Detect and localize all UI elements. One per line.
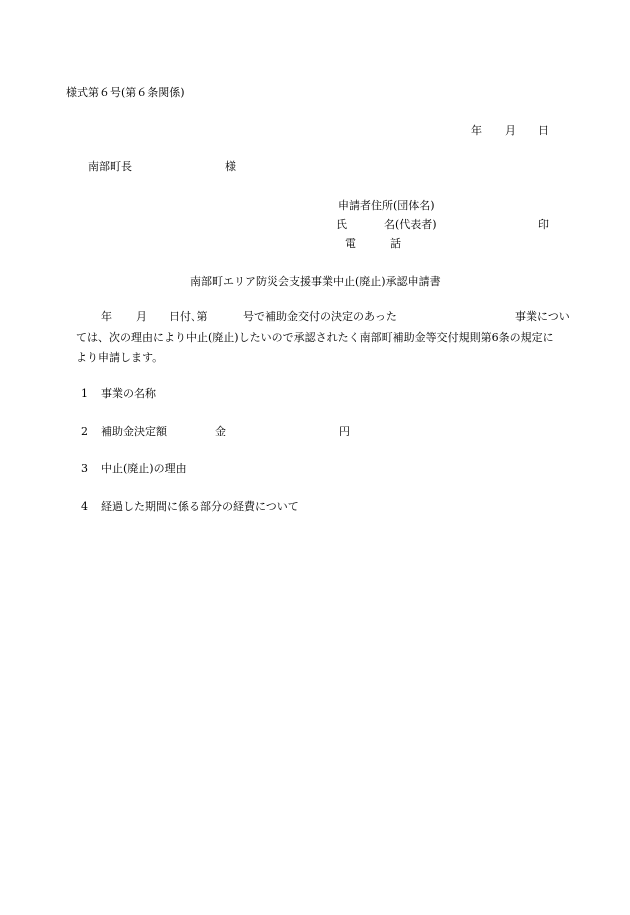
item-2-money-unit: 円	[339, 425, 350, 438]
item-4-number: 4	[81, 500, 88, 513]
body-line-2: ては、次の理由により中止(廃止)したいので承認されたく南部町補助金等交付規則第6条の規定に	[76, 331, 554, 344]
applicant-phone-label-b: 話	[390, 237, 401, 250]
body-date-suffix: 日付､第	[169, 310, 208, 323]
item-2-number: 2	[81, 425, 88, 438]
applicant-phone-label-a: 電	[345, 237, 356, 250]
date-day-label: 日	[538, 124, 549, 137]
seal-mark: 印	[538, 218, 549, 231]
item-1-label: 事業の名称	[101, 387, 156, 400]
item-4-label: 経過した期間に係る部分の経費について	[101, 500, 299, 513]
body-project-text: 事業につい	[515, 310, 570, 323]
item-3-label: 中止(廃止)の理由	[101, 462, 187, 475]
form-number: 様式第６号(第６条関係)	[66, 86, 185, 99]
applicant-name-label-b: 名(代表者)	[384, 218, 437, 231]
addressee-honorific: 様	[225, 160, 236, 173]
addressee-name: 南部町長	[88, 160, 132, 173]
applicant-address-label: 申請者住所(団体名)	[338, 199, 435, 212]
body-issue-text: 号で補助金交付の決定のあった	[243, 310, 397, 323]
item-3-number: 3	[81, 462, 88, 475]
item-2-label: 補助金決定額	[101, 425, 167, 438]
document-title: 南部町エリア防災会支援事業中止(廃止)承認申請書	[190, 275, 441, 288]
body-month-label: 月	[136, 310, 147, 323]
item-1-number: 1	[81, 387, 88, 400]
body-year-label: 年	[101, 310, 112, 323]
body-line-3: より申請します。	[76, 351, 164, 364]
applicant-name-label-a: 氏	[336, 218, 347, 231]
date-year-label: 年	[471, 124, 482, 137]
date-month-label: 月	[505, 124, 516, 137]
item-2-money-prefix: 金	[215, 425, 226, 438]
